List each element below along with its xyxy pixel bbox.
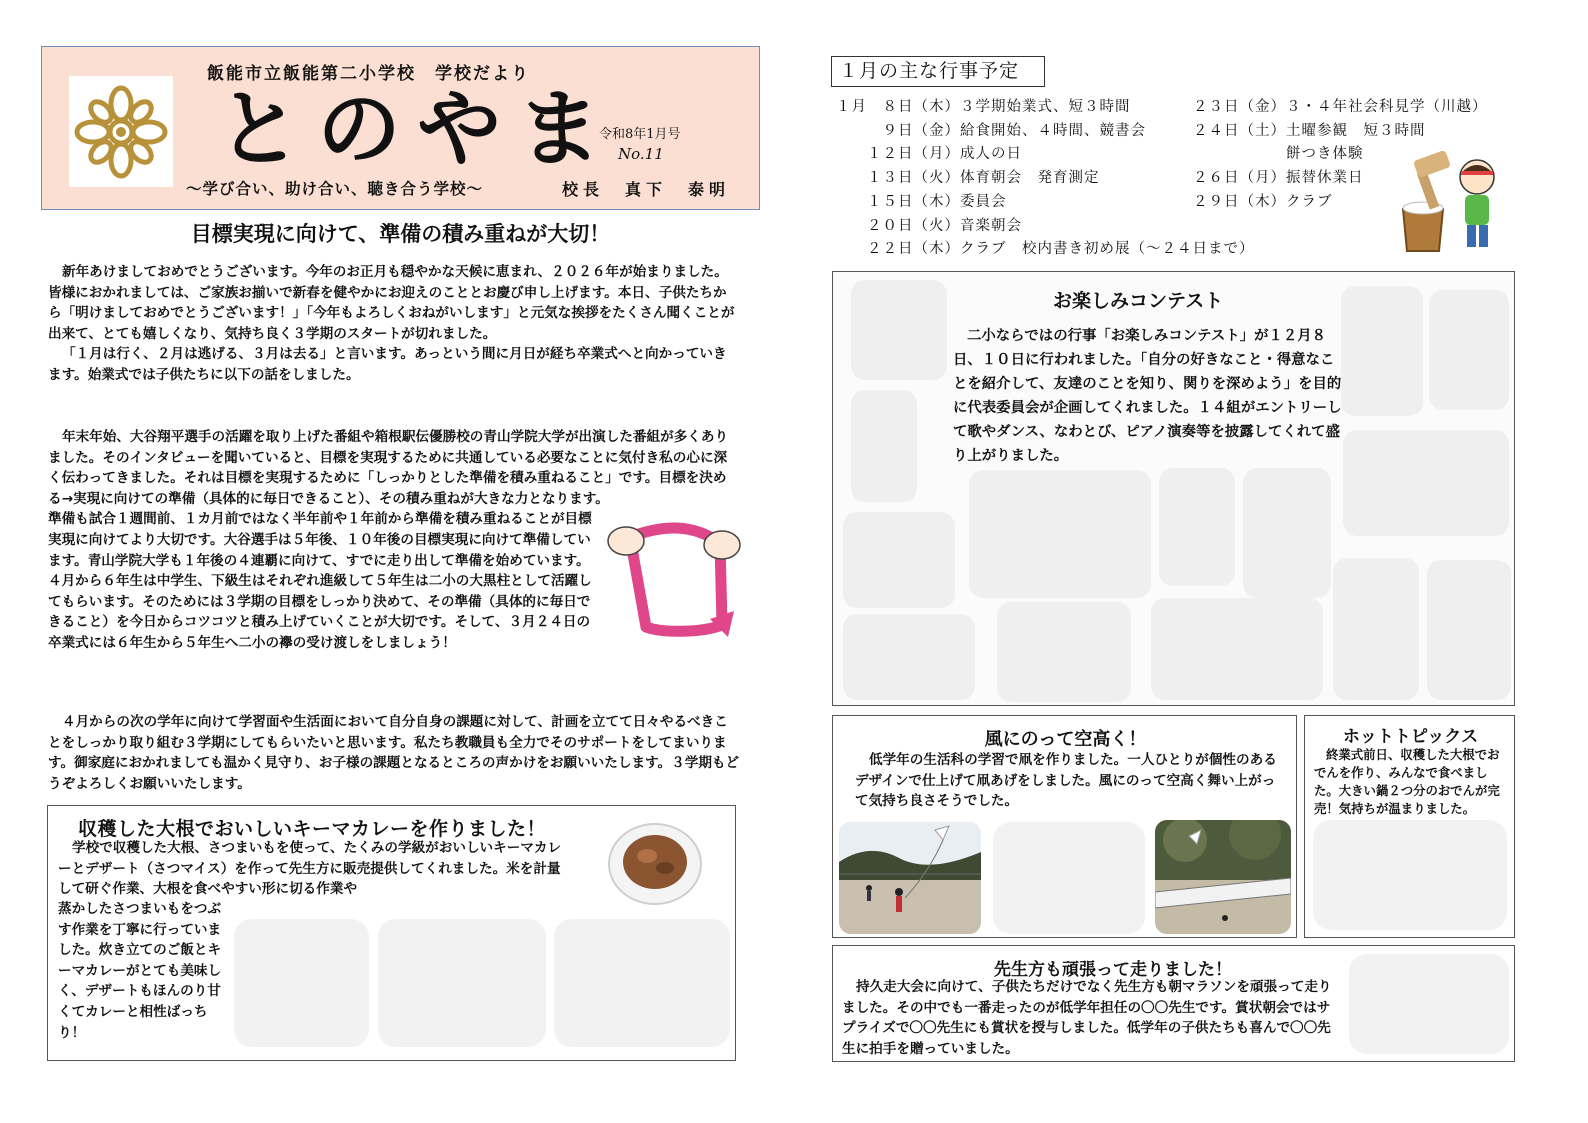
contest-photo	[1429, 290, 1509, 410]
kite-photo-2	[993, 822, 1145, 934]
issue-number: No.11	[618, 145, 664, 163]
main-article-closing	[48, 712, 740, 794]
event-item: ２９日（木）クラブ	[1193, 193, 1333, 210]
tasuki-ribbon-icon	[602, 515, 744, 650]
running-article-heading: 先生方も頑張って走りました！	[994, 960, 1232, 980]
event-item: ９日（金）給食開始、４時間、競書会	[836, 122, 1146, 139]
contest-article-heading: お楽しみコンテスト	[1053, 290, 1224, 312]
newsletter-title: とのやま	[217, 79, 618, 178]
hot-topics-box	[1304, 715, 1515, 938]
curry-photo-2	[378, 919, 546, 1047]
running-article-text: 持久走大会に向けて、子供たちだけでなく先生方も朝マラソンを頑張って走りました。その中でも一番走ったのが低学年担任の〇〇先生です。賞状朝会ではサプライズで〇〇先生にも賞状を授与しました。低学年の子供たちも喜んで〇〇先生に拍手を贈っていました。	[842, 979, 1332, 1057]
contest-photo	[851, 390, 917, 502]
event-item: ２３日（金）３・４年社会科見学（川越）	[1193, 99, 1488, 115]
events-list-left	[836, 96, 1255, 262]
curry-article-heading: 収穫した大根でおいしいキーマカレーを作りました！	[78, 818, 547, 840]
contest-photo	[1341, 286, 1423, 416]
masthead	[41, 46, 760, 210]
events-title: １月の主な行事予定	[831, 56, 1045, 87]
school-name: 飯能市立飯能第二小学校 学校だより	[207, 64, 530, 84]
curry-article-text-continued: 蒸かしたさつまいもをつぶす作業を丁寧に行っていました。炊き立てのご飯とキーマカレーがとても美味しく、デザートもほんのり甘くてカレーと相性ばっちり！	[58, 901, 222, 1041]
contest-photo	[1333, 558, 1419, 700]
body-paragraph-full: 年末年始、大谷翔平選手の活躍を取り上げた番組や箱根駅伝優勝校の青山学院大学が出演した番組が多くありました。そのインタビューを聞いていると、目標を実現するために共通している必要なことに気付き私の心に深く伝わってきました。それは目標を実現するために「しっかりとした準備を積み重ねること」です。目標を決める→実現に向けての準備（具体的に毎日できること）、その積み重ねが大きな力となります。	[48, 429, 729, 507]
kite-article-text: 低学年の生活科の学習で凧を作りました。一人ひとりが個性のあるデザインで仕上げて凧あげをしました。風にのって空高く舞い上がって気持ち良さそうでした。	[855, 752, 1277, 810]
curry-photo-1	[234, 919, 369, 1047]
intro-paragraph-1: 新年あけましておめでとうございます。今年のお正月も穏やかな天候に恵まれ、２０２６年が始まりました。皆様におかれましては、ご家族お揃いで新春を健やかにお迎えのこととお慶び申し上げます。本日、子供たちから「明けましておめでとうございます！」「今年もよろしくおねがいします」と元気な挨拶をたくさん聞くことが出来て、とても嬉しくなり、気持ち良く３学期のスタートが切れました。	[48, 264, 735, 342]
issue-date: 令和8年1月号	[599, 127, 681, 142]
contest-photo	[1343, 430, 1509, 536]
curry-article-text: 学校で収穫した大根、さつまいもを使って、たくみの学級がおいしいキーマカレーとデザート（さつマイス）を作って先生方に販売提供してくれました。米を計量して研ぐ作業、大根を食べやすい形に切る作業や	[58, 840, 562, 898]
school-emblem-icon	[69, 76, 173, 187]
kite-article-box	[832, 715, 1297, 938]
event-item: 餅つき体験	[1193, 146, 1364, 163]
kite-photo-3	[1155, 820, 1291, 934]
contest-photo	[997, 602, 1131, 702]
closing-paragraph: ４月からの次の学年に向けて学習面や生活面において自分自身の課題に対して、計画を立てて日々やるべきことをしっかり取り組む３学期にしてもらいたいと思います。私たち教職員も全力でそのサポートをしてまいります。御家庭におかれましても温かく見守り、お子様の課題となるところの声かけをお願いいたします。３学期もどうぞよろしくお願いいたします。	[48, 714, 740, 792]
kite-article-heading: 風にのって空高く！	[984, 729, 1147, 750]
mochi-pounding-icon	[1397, 151, 1507, 256]
curry-bowl-icon	[605, 814, 705, 909]
running-photo	[1349, 954, 1509, 1054]
contest-article-box	[832, 271, 1515, 706]
main-article-intro	[48, 262, 740, 386]
event-item: ２４日（土）土曜参観 短３時間	[1193, 122, 1426, 139]
event-item: ２６日（月）振替休業日	[1193, 170, 1364, 187]
event-item: ２２日（木）クラブ 校内書き初め展（～２４日まで）	[836, 241, 1255, 258]
contest-photo	[1427, 560, 1511, 700]
event-item: １２日（月）成人の日	[836, 146, 1022, 163]
curry-article-box	[47, 805, 736, 1061]
contest-photo	[1151, 598, 1323, 700]
contest-photo	[851, 280, 947, 380]
contest-photo	[843, 614, 975, 700]
contest-article-text: 二小ならではの行事「お楽しみコンテスト」が１２月８日、１０日に行われました。「自分の好きなこと・得意なことを紹介して、友達のことを知り、関りを深めよう」を目的に代表委員会が企画してくれました。１４組がエントリーして歌やダンス、なわとび、ピアノ演奏等を披露してくれて盛り上がりました。	[953, 328, 1342, 464]
event-item: １月 ８日（木）３学期始業式、短３時間	[836, 99, 1131, 115]
hot-topics-text: 終業式前日、収穫した大根でおでんを作り、みんなで食べました。大きい鍋２つ分のおでんが完売！気持ちが温まりました。	[1314, 747, 1500, 816]
running-article-box	[832, 945, 1515, 1062]
event-item: １３日（火）体育朝会 発育測定	[836, 170, 1100, 187]
body-paragraph-narrow: 準備も試合１週間前、１カ月前ではなく半年前や１年前から準備を積み重ねることが目標実現に向けてより大切です。大谷選手は５年後、１０年後の目標実現に向けて準備しています。青山学院大学も１年後の４連覇に向けて、すでに走り出して準備を始めています。４月から６年生は中学生、下級生はそれぞれ進級して５年生は二小の大黒柱として活躍してもらいます。そのためには３学期の目標をしっかり決めて、その準備（具体的に毎日できること）を今日からコツコツと積み上げていくことが大切です。そして、３月２４日の卒業式には６年生から５年生へ二小の襷の受け渡しをしましょう！	[48, 511, 592, 651]
hot-topics-heading: ホットトピックス	[1342, 727, 1479, 747]
school-motto: ～学び合い、助け合い、聴き合う学校～	[186, 179, 484, 198]
principal-name: 校長 真下 泰明	[562, 180, 731, 199]
contest-photo	[1243, 468, 1331, 598]
contest-photo	[843, 512, 955, 608]
contest-photo	[969, 470, 1151, 598]
event-item: １５日（木）委員会	[836, 193, 1007, 210]
contest-photo	[1159, 468, 1235, 586]
kite-photo-1	[839, 822, 981, 934]
event-item: ２０日（火）音楽朝会	[836, 217, 1022, 234]
curry-photo-3	[554, 919, 730, 1047]
main-article-heading: 目標実現に向けて、準備の積み重ねが大切！	[190, 222, 611, 246]
intro-paragraph-2: 「１月は行く、２月は逃げる、３月は去る」と言います。あっという間に月日が経ち卒業式へと向かっていきます。始業式では子供たちに以下の話をしました。	[48, 346, 727, 383]
hot-topics-photo	[1313, 820, 1507, 930]
